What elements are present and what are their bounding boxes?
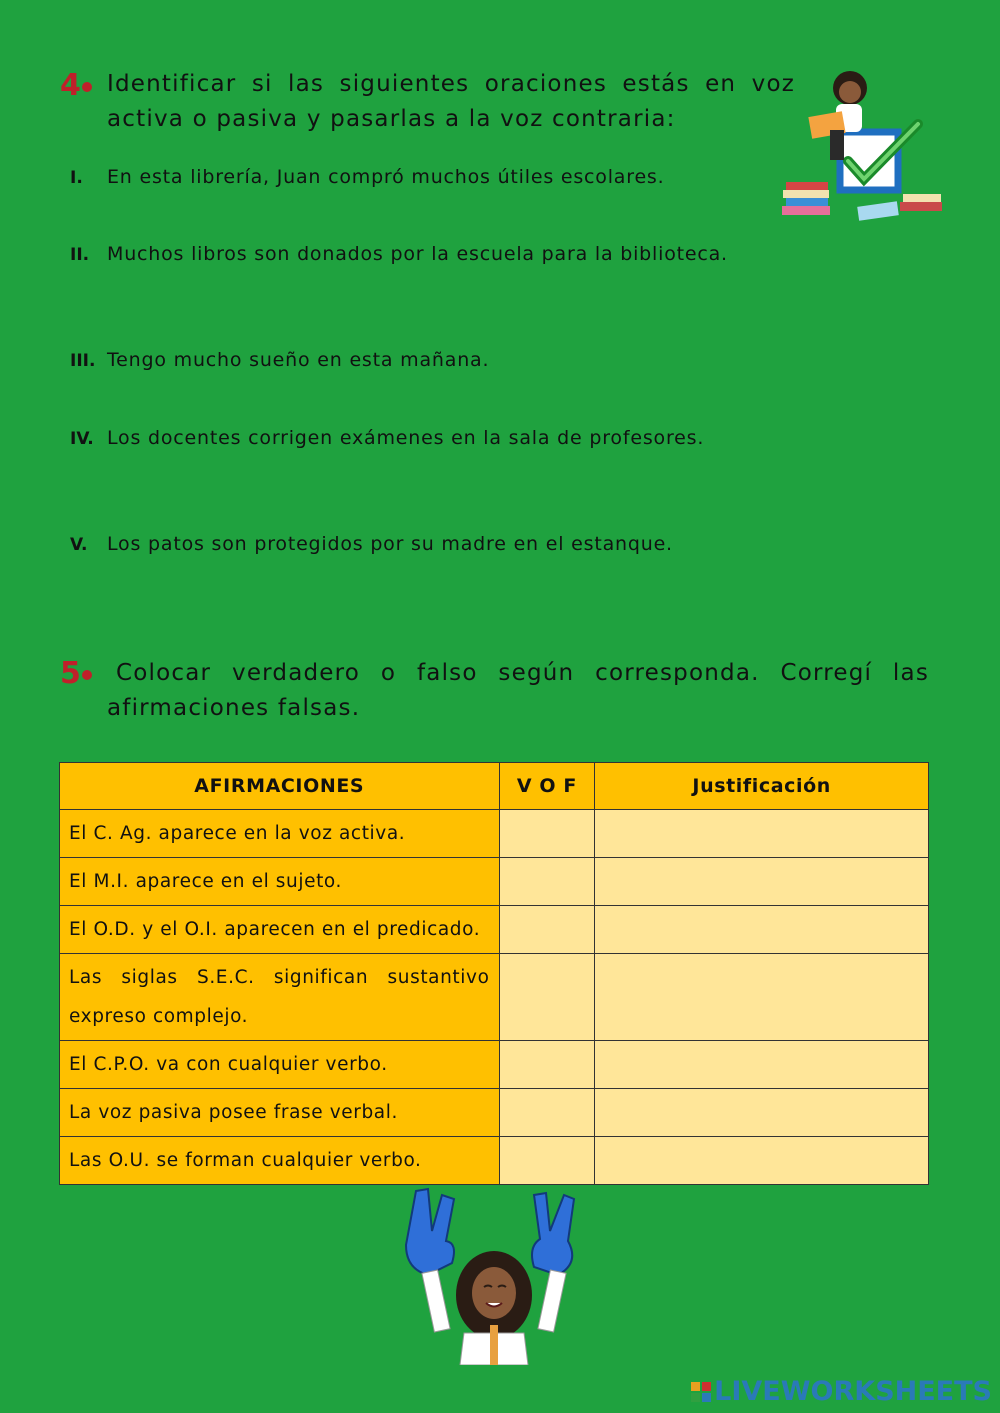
liveworksheets-watermark: LIVEWORKSHEETS [691, 1376, 992, 1407]
exercise5-number: 5 [60, 656, 92, 691]
vof-answer-cell[interactable] [499, 858, 595, 906]
sentence-1: En esta librería, Juan compró muchos útiles escolares. [107, 166, 665, 188]
table-row [60, 858, 929, 906]
statement-cell: El O.D. y el O.I. aparecen en el predicado. [60, 906, 500, 954]
vof-answer-cell[interactable] [499, 1089, 595, 1137]
justification-answer-cell[interactable] [595, 1041, 929, 1089]
item-roman: IV. [70, 429, 94, 449]
statement-cell: El C. Ag. aparece en la voz activa. [60, 810, 500, 858]
teacher-reading-checkmark-illustration [778, 66, 948, 231]
vof-answer-cell[interactable] [499, 954, 595, 1041]
statement-cell: El C.P.O. va con cualquier verbo. [60, 1041, 500, 1089]
vof-answer-cell[interactable] [499, 1041, 595, 1089]
vof-answer-cell[interactable] [499, 906, 595, 954]
statement-cell: El M.I. aparece en el sujeto. [60, 858, 500, 906]
justification-answer-cell[interactable] [595, 858, 929, 906]
sentence-5: Los patos son protegidos por su madre en el estanque. [107, 533, 673, 555]
justification-answer-cell[interactable] [595, 1089, 929, 1137]
header-afirmaciones: AFIRMACIONES [60, 763, 500, 810]
justification-answer-cell[interactable] [595, 1137, 929, 1185]
liveworksheets-logo-icon [691, 1382, 711, 1402]
exercise4-instruction: Identificar si las siguientes oraciones estás en voz activa o pasiva y pasarlas a la voz contraria: [107, 71, 795, 132]
table-row [60, 1137, 929, 1185]
item-roman: V. [70, 535, 88, 555]
header-justificacion: Justificación [595, 763, 929, 810]
statement-cell: La voz pasiva posee frase verbal. [60, 1089, 500, 1137]
vof-answer-cell[interactable] [499, 1137, 595, 1185]
table-row [60, 1089, 929, 1137]
vof-answer-cell[interactable] [499, 810, 595, 858]
table-row [60, 954, 929, 1041]
statement-cell: Las O.U. se forman cualquier verbo. [60, 1137, 500, 1185]
exercise4-number: 4 [60, 68, 92, 103]
sentence-3: Tengo mucho sueño en esta mañana. [107, 349, 490, 371]
header-vof: V O F [499, 763, 595, 810]
table-row [60, 1041, 929, 1089]
justification-answer-cell[interactable] [595, 906, 929, 954]
exercise5-instruction: Colocar verdadero o falso según corresponda. Corregí las afirmaciones falsas. [107, 660, 929, 721]
statement-cell: Las siglas S.E.C. significan sustantivo expreso complejo. [60, 954, 500, 1041]
true-false-table [59, 762, 929, 1185]
sentence-2: Muchos libros son donados por la escuela para la biblioteca. [107, 243, 728, 265]
table-row [60, 906, 929, 954]
justification-answer-cell[interactable] [595, 954, 929, 1041]
sentence-4: Los docentes corrigen exámenes en la sala de profesores. [107, 427, 705, 449]
item-roman: III. [70, 351, 96, 371]
table-header-row [60, 763, 929, 810]
item-roman: II. [70, 245, 90, 265]
justification-answer-cell[interactable] [595, 810, 929, 858]
item-roman: I. [70, 168, 83, 188]
teacher-foam-fingers-illustration [398, 1183, 590, 1365]
table-row [60, 810, 929, 858]
